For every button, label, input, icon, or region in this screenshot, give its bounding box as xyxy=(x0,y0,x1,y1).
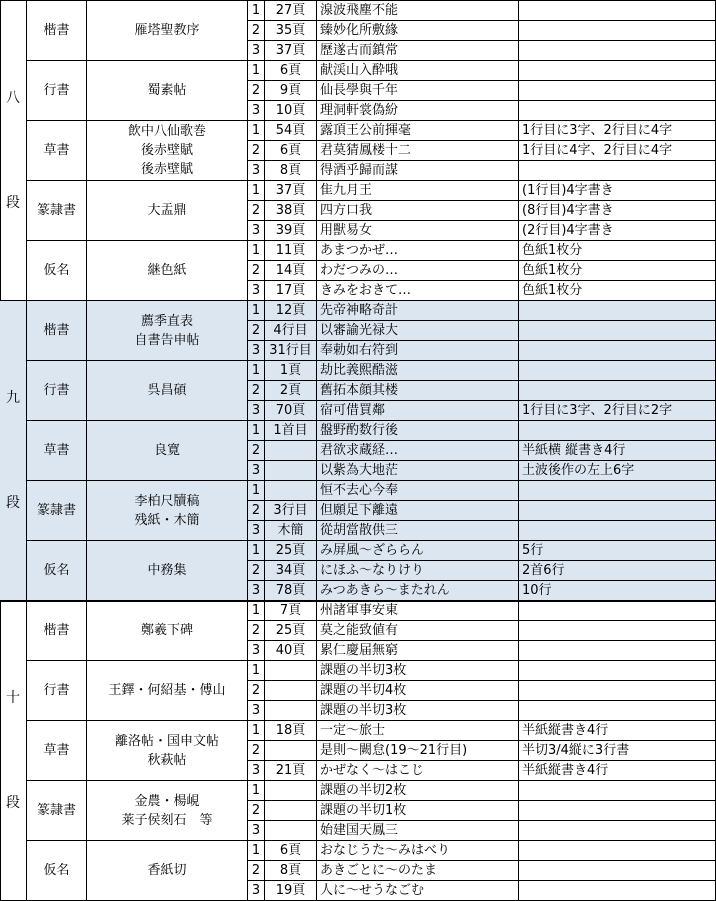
item-number: 1 xyxy=(248,61,265,81)
style-cell: 篆隷書 xyxy=(27,781,87,841)
source-title: 秋萩帖 xyxy=(147,752,187,768)
assignment-text: 課題の半切1枚 xyxy=(317,801,519,821)
page-ref: 8頁 xyxy=(265,861,317,881)
page-ref: 1頁 xyxy=(265,361,317,381)
assignment-text: 仙長學與千年 xyxy=(317,81,519,101)
assignment-text: 以紫為大地茫 xyxy=(317,461,519,481)
grade-cell xyxy=(0,301,27,601)
item-number: 3 xyxy=(248,41,265,61)
assignment-text: 君莫猜鳳楼十二 xyxy=(317,141,519,161)
item-number: 1 xyxy=(248,781,265,801)
assignment-note: 半紙横 縦書き4行 xyxy=(519,441,716,461)
page-ref: 6頁 xyxy=(265,141,317,161)
page-ref: 25頁 xyxy=(265,541,317,561)
page-ref: 37頁 xyxy=(265,181,317,201)
source-cell xyxy=(87,661,248,721)
assignment-text: 得酒乎歸而謀 xyxy=(317,161,519,181)
source-title: 継色紙 xyxy=(147,263,187,278)
source-cell xyxy=(87,241,248,301)
assignment-note xyxy=(519,41,716,61)
assignment-note xyxy=(519,681,716,701)
item-number: 3 xyxy=(248,461,265,481)
item-number: 1 xyxy=(248,301,265,321)
source-cell xyxy=(87,181,248,241)
item-number: 3 xyxy=(248,401,265,421)
assignment-text: 劫比義熙酷滋 xyxy=(317,361,519,381)
style-cell: 行書 xyxy=(27,61,87,121)
style-cell: 仮名 xyxy=(27,241,87,301)
grade-label: 段 xyxy=(6,195,20,212)
source-title: 金農・楊峴 xyxy=(134,793,200,809)
assignment-note: 半切3/4縦に3行書 xyxy=(519,741,716,761)
page-ref: 1首目 xyxy=(265,421,317,441)
assignment-text: 人に～せうなごむ xyxy=(317,881,519,901)
assignment-text: 恒不去心今奉 xyxy=(317,481,519,501)
source-cell xyxy=(87,541,248,601)
assignment-note xyxy=(519,601,716,621)
grade-cell xyxy=(0,601,27,901)
page-ref xyxy=(265,701,317,721)
source-cell xyxy=(87,121,248,181)
page-ref xyxy=(265,441,317,461)
source-title: 残紙・木簡 xyxy=(134,512,200,528)
assignment-note: 2首6行 xyxy=(519,561,716,581)
source-title: 離洛帖・国申文帖 xyxy=(114,733,219,749)
page-ref: 19頁 xyxy=(265,881,317,901)
assignment-text: 課題の半切2枚 xyxy=(317,781,519,801)
source-cell xyxy=(87,841,248,901)
source-cell xyxy=(87,601,248,661)
item-number: 2 xyxy=(248,861,265,881)
assignment-text: 莫之能致値有 xyxy=(317,621,519,641)
grade-label: 段 xyxy=(6,495,20,512)
assignment-text: 献渓山入酔哦 xyxy=(317,61,519,81)
item-number: 3 xyxy=(248,881,265,901)
assignment-note xyxy=(519,781,716,801)
assignment-text: 臻妙化所敷緣 xyxy=(317,21,519,41)
page-ref: 3行目 xyxy=(265,501,317,521)
item-number: 1 xyxy=(248,721,265,741)
style-cell: 仮名 xyxy=(27,841,87,901)
source-title: 薦季直表 xyxy=(140,313,193,329)
assignment-note xyxy=(519,81,716,101)
source-title: 呉昌碩 xyxy=(147,383,187,398)
page-ref xyxy=(265,821,317,841)
assignment-text: 君欲求蔵経… xyxy=(317,441,519,461)
item-number: 1 xyxy=(248,541,265,561)
assignment-text: 以審諭光禄大 xyxy=(317,321,519,341)
grade-cell xyxy=(0,1,27,301)
item-number: 1 xyxy=(248,121,265,141)
assignment-note xyxy=(519,61,716,81)
item-number: 2 xyxy=(248,741,265,761)
page-ref: 9頁 xyxy=(265,81,317,101)
source-cell xyxy=(87,301,248,361)
assignment-note xyxy=(519,661,716,681)
style-cell: 草書 xyxy=(27,721,87,781)
source-title: 鄭羲下碑 xyxy=(140,623,193,638)
assignment-text: 盤野酌数行後 xyxy=(317,421,519,441)
assignment-note: 色紙1枚分 xyxy=(519,281,716,301)
page-ref: 11頁 xyxy=(265,241,317,261)
source-title: 飲中八仙歌巻 xyxy=(127,124,206,139)
item-number: 2 xyxy=(248,561,265,581)
grade-label: 十 xyxy=(6,689,20,706)
assignment-note xyxy=(519,301,716,321)
page-ref xyxy=(265,741,317,761)
assignment-note: 色紙1枚分 xyxy=(519,241,716,261)
assignment-note xyxy=(519,881,716,901)
assignment-text: わだつみの… xyxy=(317,261,519,281)
source-cell xyxy=(87,61,248,121)
source-title: 後赤壁賦 xyxy=(140,143,193,158)
item-number: 2 xyxy=(248,261,265,281)
item-number: 1 xyxy=(248,241,265,261)
item-number: 2 xyxy=(248,81,265,101)
assignment-note xyxy=(519,701,716,721)
item-number: 1 xyxy=(248,481,265,501)
page-ref: 70頁 xyxy=(265,401,317,421)
assignment-text: 但願足下離遠 xyxy=(317,501,519,521)
style-cell: 篆隷書 xyxy=(27,181,87,241)
source-cell xyxy=(87,721,248,781)
page-ref: 78頁 xyxy=(265,581,317,601)
assignment-text: 舊拓本顔其楼 xyxy=(317,381,519,401)
assignment-text: 課題の半切3枚 xyxy=(317,701,519,721)
page-ref: 54頁 xyxy=(265,121,317,141)
page-ref: 7頁 xyxy=(265,601,317,621)
assignment-note xyxy=(519,341,716,361)
page-ref: 12頁 xyxy=(265,301,317,321)
source-title: 王鐸・何紹基・傅山 xyxy=(108,683,226,698)
page-ref xyxy=(265,661,317,681)
assignment-text: にほふ～なりけり xyxy=(317,561,519,581)
page-ref: 6頁 xyxy=(265,841,317,861)
item-number: 3 xyxy=(248,581,265,601)
page-ref: 17頁 xyxy=(265,281,317,301)
page-ref: 38頁 xyxy=(265,201,317,221)
assignment-text: 奉勅如右符到 xyxy=(317,341,519,361)
page-ref: 14頁 xyxy=(265,261,317,281)
source-title: 中務集 xyxy=(147,563,187,578)
assignment-note xyxy=(519,801,716,821)
assignment-note: (2行目)4字書き xyxy=(519,221,716,241)
assignment-note xyxy=(519,481,716,501)
assignment-text: 先帝神略奇計 xyxy=(317,301,519,321)
assignment-note xyxy=(519,361,716,381)
assignment-note xyxy=(519,841,716,861)
assignment-note xyxy=(519,821,716,841)
item-number: 2 xyxy=(248,441,265,461)
page-ref xyxy=(265,801,317,821)
assignment-text: 歷遂古而鎮常 xyxy=(317,41,519,61)
assignment-note xyxy=(519,101,716,121)
page-ref xyxy=(265,461,317,481)
style-cell: 楷書 xyxy=(27,1,87,61)
item-number: 1 xyxy=(248,661,265,681)
item-number: 1 xyxy=(248,361,265,381)
page-ref: 40頁 xyxy=(265,641,317,661)
page-ref: 2頁 xyxy=(265,381,317,401)
assignment-note xyxy=(519,1,716,21)
page-ref: 18頁 xyxy=(265,721,317,741)
item-number: 3 xyxy=(248,701,265,721)
source-cell xyxy=(87,781,248,841)
assignment-note xyxy=(519,641,716,661)
assignment-text: おなじうた～みはべり xyxy=(317,841,519,861)
assignment-text: 州諸軍事安東 xyxy=(317,601,519,621)
assignment-text: 累仁慶届無窮 xyxy=(317,641,519,661)
assignment-text: 四方口我 xyxy=(317,201,519,221)
assignment-text: 隹九月王 xyxy=(317,181,519,201)
item-number: 2 xyxy=(248,501,265,521)
assignment-note: 1行目に3字、2行目に4字 xyxy=(519,121,716,141)
style-cell: 行書 xyxy=(27,361,87,421)
style-cell: 楷書 xyxy=(27,301,87,361)
item-number: 3 xyxy=(248,761,265,781)
item-number: 1 xyxy=(248,841,265,861)
source-title: 良寛 xyxy=(153,443,180,458)
item-number: 3 xyxy=(248,641,265,661)
style-cell: 楷書 xyxy=(27,601,87,661)
style-cell: 仮名 xyxy=(27,541,87,601)
item-number: 2 xyxy=(248,201,265,221)
item-number: 1 xyxy=(248,601,265,621)
source-cell xyxy=(87,481,248,541)
assignment-note xyxy=(519,421,716,441)
item-number: 3 xyxy=(248,161,265,181)
item-number: 1 xyxy=(248,1,265,21)
style-cell: 草書 xyxy=(27,121,87,181)
item-number: 3 xyxy=(248,101,265,121)
page-ref: 34頁 xyxy=(265,561,317,581)
assignment-note xyxy=(519,321,716,341)
assignment-text: 從胡當散供三 xyxy=(317,521,519,541)
source-title: 雁塔聖教序 xyxy=(134,23,200,38)
page-ref: 21頁 xyxy=(265,761,317,781)
page-ref: 25頁 xyxy=(265,621,317,641)
item-number: 2 xyxy=(248,681,265,701)
assignment-text: 露頂王公前揮毫 xyxy=(317,121,519,141)
item-number: 2 xyxy=(248,321,265,341)
source-cell xyxy=(87,361,248,421)
assignment-note: 半紙縦書き4行 xyxy=(519,721,716,741)
assignment-note xyxy=(519,501,716,521)
page-ref xyxy=(265,481,317,501)
assignment-text: 理洞軒裳偽紛 xyxy=(317,101,519,121)
page-ref: 35頁 xyxy=(265,21,317,41)
assignment-note: 半紙縦書き4行 xyxy=(519,761,716,781)
item-number: 2 xyxy=(248,801,265,821)
assignment-note xyxy=(519,521,716,541)
assignment-text: 用獸易女 xyxy=(317,221,519,241)
assignment-text: きみをおきて… xyxy=(317,281,519,301)
page-ref: 37頁 xyxy=(265,41,317,61)
page-ref: 39頁 xyxy=(265,221,317,241)
grade-label: 八 xyxy=(6,89,20,106)
page-ref: 4行目 xyxy=(265,321,317,341)
item-number: 2 xyxy=(248,621,265,641)
assignment-note xyxy=(519,161,716,181)
item-number: 2 xyxy=(248,141,265,161)
assignment-note: 1行目に3字、2行目に2字 xyxy=(519,401,716,421)
item-number: 3 xyxy=(248,821,265,841)
style-cell: 篆隷書 xyxy=(27,481,87,541)
assignment-text: あきごとに～のたま xyxy=(317,861,519,881)
source-title: 自書告申帖 xyxy=(134,332,200,348)
assignment-note: 1行目に4字、2行目に4字 xyxy=(519,141,716,161)
page-ref: 8頁 xyxy=(265,161,317,181)
assignment-text: 湶波飛塵不能 xyxy=(317,1,519,21)
grade-label: 段 xyxy=(6,795,20,812)
assignment-text: み屏風～ざららん xyxy=(317,541,519,561)
page-ref: 10頁 xyxy=(265,101,317,121)
assignment-note xyxy=(519,21,716,41)
page-ref: 31行目 xyxy=(265,341,317,361)
source-title: 香紙切 xyxy=(147,863,187,878)
assignment-text: 一定～旅士 xyxy=(317,721,519,741)
assignment-text: みつあきら～またれん xyxy=(317,581,519,601)
source-cell xyxy=(87,1,248,61)
item-number: 3 xyxy=(248,341,265,361)
assignment-text: 始建国天鳳三 xyxy=(317,821,519,841)
page-ref: 木簡 xyxy=(265,521,317,541)
source-title: 莱子侯刻石 等 xyxy=(121,812,213,828)
assignment-text: 宿可借買鄰 xyxy=(317,401,519,421)
page-ref xyxy=(265,681,317,701)
item-number: 3 xyxy=(248,281,265,301)
assignment-note: (1行目)4字書き xyxy=(519,181,716,201)
source-title: 李柏尺牘稿 xyxy=(134,493,200,509)
style-cell: 草書 xyxy=(27,421,87,481)
assignment-note: (8行目)4字書き xyxy=(519,201,716,221)
source-title: 後赤壁賦 xyxy=(140,162,193,177)
page-ref: 27頁 xyxy=(265,1,317,21)
item-number: 1 xyxy=(248,421,265,441)
assignment-text: あまつかぜ… xyxy=(317,241,519,261)
assignment-text: 是則～闕怠(19～21行目) xyxy=(317,741,519,761)
assignment-note xyxy=(519,621,716,641)
page-ref: 6頁 xyxy=(265,61,317,81)
item-number: 3 xyxy=(248,521,265,541)
source-title: 大盂鼎 xyxy=(147,203,187,218)
source-cell xyxy=(87,421,248,481)
assignment-note xyxy=(519,861,716,881)
page-ref xyxy=(265,781,317,801)
assignment-text: かぜなく～はこじ xyxy=(317,761,519,781)
assignment-note: 色紙1枚分 xyxy=(519,261,716,281)
assignment-note xyxy=(519,381,716,401)
assignment-text: 課題の半切3枚 xyxy=(317,661,519,681)
assignment-note: 土波後作の左上6字 xyxy=(519,461,716,481)
item-number: 1 xyxy=(248,181,265,201)
assignment-note: 10行 xyxy=(519,581,716,601)
assignment-note: 5行 xyxy=(519,541,716,561)
item-number: 2 xyxy=(248,381,265,401)
style-cell: 行書 xyxy=(27,661,87,721)
assignment-text: 課題の半切4枚 xyxy=(317,681,519,701)
grade-label: 九 xyxy=(6,389,20,406)
item-number: 3 xyxy=(248,221,265,241)
source-title: 蜀素帖 xyxy=(147,83,187,98)
item-number: 2 xyxy=(248,21,265,41)
